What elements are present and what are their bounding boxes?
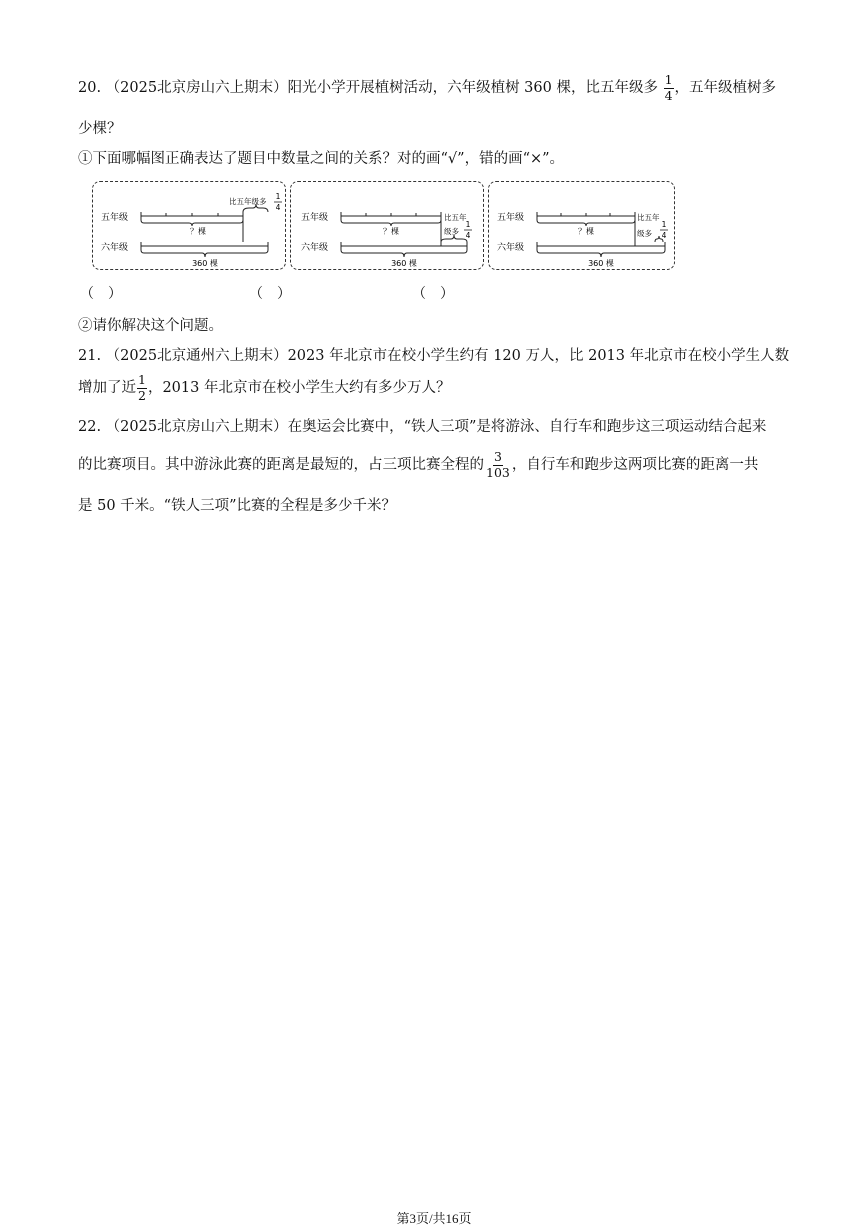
- q20-fraction-numerator: 1: [664, 72, 673, 87]
- q22-fraction-denominator: 103: [486, 464, 510, 480]
- diagram-b-total-label: 360 棵: [391, 259, 417, 268]
- q21-fraction-denominator: 2: [138, 387, 146, 403]
- diagram-c[interactable]: [488, 181, 675, 270]
- q20-part2: ②请你解决这个问题。: [78, 318, 223, 334]
- q22-fraction-numerator: 3: [493, 449, 502, 464]
- q22-number: 22.: [78, 419, 102, 435]
- q21-number: 21.: [78, 348, 102, 364]
- q20-text-b: ，五年级植树多: [674, 80, 777, 96]
- q20-line-1: [78, 74, 776, 102]
- q21-fraction: [137, 374, 147, 402]
- q22-fraction: [485, 451, 511, 479]
- diagram-a-row1-label: 五年级: [101, 213, 129, 223]
- diagram-c-extra-frac-den: 4: [661, 231, 667, 240]
- diagram-a[interactable]: [92, 181, 286, 270]
- diagram-a-question-label: ？棵: [190, 227, 206, 236]
- q22-text-c: ，自行车和跑步这两项比赛的距离一共: [511, 457, 759, 473]
- diagram-c-extra-label-2: 级多: [637, 229, 652, 238]
- diagram-c-total-label: 360 棵: [588, 259, 614, 268]
- page-footer: 第3页/共16页: [396, 1211, 472, 1226]
- diagram-c-extra-label-1: 比五年: [637, 213, 660, 222]
- diagram-c-row2-label: 六年级: [497, 243, 525, 253]
- diagram-a-row2-label: 六年级: [101, 243, 129, 253]
- q22-text-b: 的比赛项目。其中游泳此赛的距离是最短的，占三项比赛全程的: [78, 457, 484, 473]
- diagram-a-extra-frac-den: 4: [275, 203, 281, 212]
- q21-text-c: ，2013 年北京市在校小学生大约有多少万人？: [147, 380, 451, 396]
- diagram-b-extra-label-1: 比五年: [444, 213, 467, 222]
- q20-fraction: [664, 74, 674, 102]
- diagram-c-extra-frac-num: 1: [661, 220, 667, 229]
- diagram-c-row1-label: 五年级: [497, 213, 525, 223]
- q22-line-1: [78, 415, 766, 436]
- answer-paren-b[interactable]: （ ）: [249, 286, 291, 302]
- q22-line-3: 是 50 千米。“铁人三项”比赛的全程是多少千米？: [78, 498, 396, 514]
- diagram-c-question-label: ？棵: [578, 227, 594, 236]
- q21-fraction-numerator: 1: [138, 372, 146, 387]
- q20-source: （2025北京房山六上期末）: [105, 80, 288, 96]
- q22-line-2: [78, 451, 758, 479]
- q21-line-1: [78, 344, 789, 365]
- q20-fraction-denominator: 4: [664, 87, 673, 103]
- diagram-b-row2-label: 六年级: [301, 243, 329, 253]
- q21-text-a: 2023 年北京市在校小学生约有 120 万人，比 2013 年北京市在校小学生人数: [287, 348, 790, 364]
- q21-line-2: [78, 374, 450, 402]
- q20-text-a: 阳光小学开展植树活动，六年级植树 360 棵，比五年级多: [287, 80, 658, 96]
- q22-source: （2025北京房山六上期末）: [105, 419, 288, 435]
- diagram-b[interactable]: [290, 181, 484, 270]
- answer-paren-a[interactable]: （ ）: [80, 286, 122, 302]
- q22-text-a: 在奥运会比赛中，“铁人三项”是将游泳、自行车和跑步这三项运动结合起来: [287, 419, 767, 435]
- q21-text-b: 增加了近: [78, 380, 136, 396]
- diagram-a-extra-frac-num: 1: [275, 192, 281, 201]
- q20-line-2: 少棵？: [78, 121, 122, 137]
- diagram-b-extra-frac-num: 1: [465, 220, 471, 229]
- diagram-a-total-label: 360 棵: [192, 259, 218, 268]
- q20-number: 20.: [78, 80, 102, 96]
- q21-source: （2025北京通州六上期末）: [105, 348, 288, 364]
- q20-part1: ①下面哪幅图正确表达了题目中数量之间的关系？对的画“√”，错的画“×”。: [78, 151, 565, 167]
- diagram-b-row1-label: 五年级: [301, 213, 329, 223]
- diagram-b-extra-label-2: 级多: [444, 227, 459, 236]
- answer-paren-c[interactable]: （ ）: [412, 286, 454, 302]
- diagram-b-question-label: ？棵: [383, 227, 399, 236]
- diagram-b-extra-frac-den: 4: [465, 231, 471, 240]
- diagram-a-extra-label: 比五年级多: [229, 197, 267, 206]
